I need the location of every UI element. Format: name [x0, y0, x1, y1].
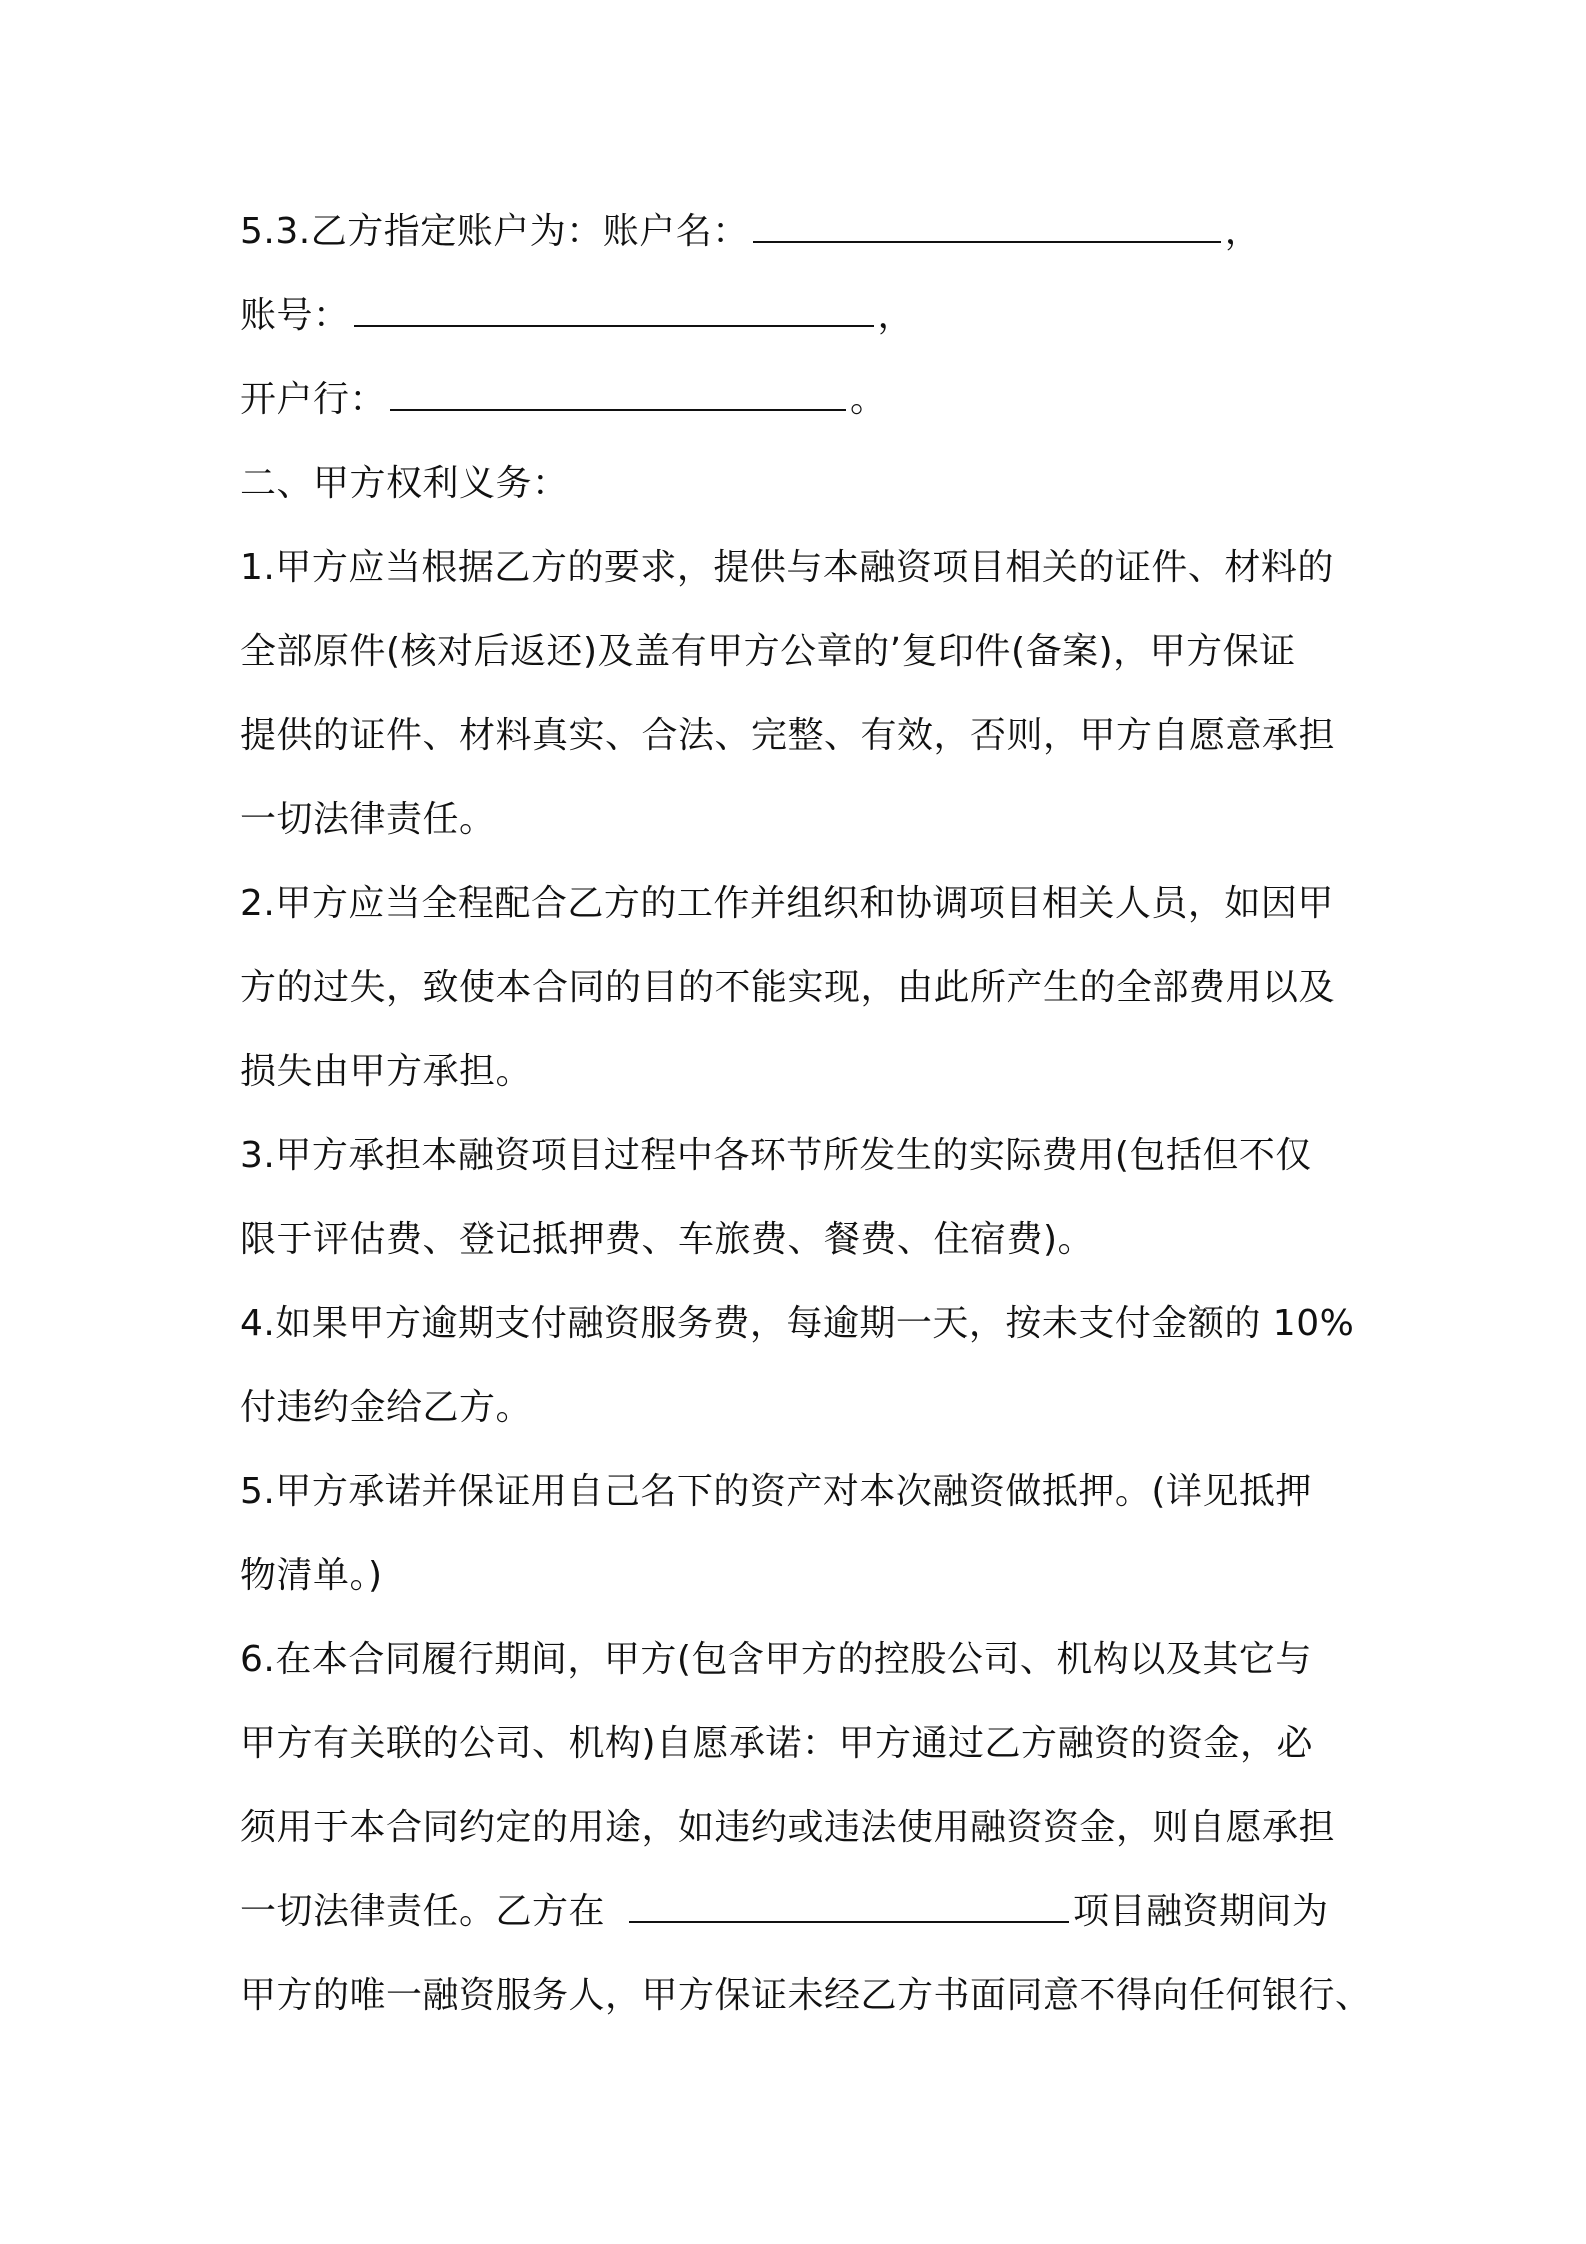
account-number-line: 账号： ， [240, 274, 1360, 358]
clause-1-line-3: 提供的证件、材料真实、合法、完整、有效，否则，甲方自愿意承担 [240, 715, 1336, 756]
account-name-label: 5.3.乙方指定账户为：账户名： [240, 211, 749, 252]
clause-2-line-1: 2.甲方应当全程配合乙方的工作并组织和协调项目相关人员，如因甲 [240, 883, 1334, 924]
clause-6-line-5: 甲方的唯一融资服务人，甲方保证未经乙方书面同意不得向任何银行、 [240, 1975, 1372, 2016]
clause-2-line-2: 方的过失，致使本合同的目的不能实现，由此所产生的全部费用以及 [240, 967, 1336, 1008]
clause-1-line-1: 1.甲方应当根据乙方的要求，提供与本融资项目相关的证件、材料的 [240, 547, 1334, 588]
bank-line: 开户行： 。 [240, 358, 1360, 442]
clause-5-line-1: 5.甲方承诺并保证用自己名下的资产对本次融资做抵押。(详见抵押 [240, 1471, 1312, 1512]
bank-label: 开户行： [240, 379, 387, 420]
clause-6-line-2: 甲方有关联的公司、机构)自愿承诺：甲方通过乙方融资的资金，必 [240, 1723, 1314, 1764]
clause-6-line-4: 一切法律责任。乙方在 项目融资期间为 [240, 1870, 1360, 1954]
clause-5-line-2: 物清单。) [240, 1555, 383, 1596]
clause-2-line-3: 损失由甲方承担。 [240, 1051, 533, 1092]
clause-6-line-1: 6.在本合同履行期间，甲方(包含甲方的控股公司、机构以及其它与 [240, 1639, 1312, 1680]
clause-1-line-4: 一切法律责任。 [240, 799, 496, 840]
clause-3-line-2: 限于评估费、登记抵押费、车旅费、餐费、住宿费)。 [240, 1219, 1095, 1260]
clause-3-line-1: 3.甲方承担本融资项目过程中各环节所发生的实际费用(包括但不仅 [240, 1135, 1312, 1176]
clause-4-line-1: 4.如果甲方逾期支付融资服务费，每逾期一天，按未支付金额的 10% [240, 1303, 1355, 1344]
document-body [240, 190, 1372, 2038]
account-number-blank[interactable] [354, 291, 874, 327]
account-name-blank[interactable] [753, 207, 1221, 243]
bank-blank[interactable] [390, 375, 846, 411]
section-heading: 二、甲方权利义务： [240, 463, 569, 504]
account-number-label: 账号： [240, 295, 350, 336]
clause-4-line-2: 付违约金给乙方。 [240, 1387, 533, 1428]
clause-6-line-3: 须用于本合同约定的用途，如违约或违法使用融资资金，则自愿承担 [240, 1807, 1336, 1848]
project-name-blank[interactable] [629, 1887, 1069, 1923]
account-name-line: 5.3.乙方指定账户为：账户名： ， [240, 190, 1360, 274]
clause-1-line-2: 全部原件(核对后返还)及盖有甲方公章的’复印件(备案)，甲方保证 [240, 631, 1296, 672]
